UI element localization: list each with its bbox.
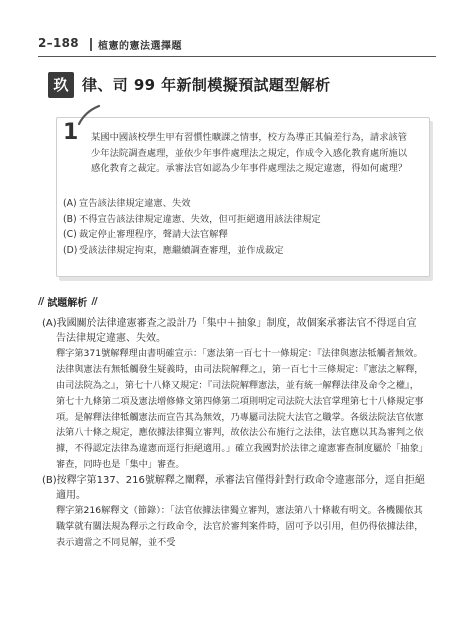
- option-d: [63, 243, 415, 259]
- slash-decoration-icon: //: [38, 295, 44, 307]
- option-text: 受該法律規定拘束，應繼續調查審理，並作成裁定: [79, 244, 284, 256]
- option-c: [63, 227, 415, 243]
- section-badge: 玖: [48, 72, 74, 98]
- option-label: (B): [63, 213, 77, 225]
- option-label: (D): [63, 244, 78, 256]
- option-label: (A): [63, 198, 77, 209]
- option-text: 宣告該法律規定違憲、失效: [79, 198, 191, 209]
- section-title: 律、司 99 年新制模擬預試題型解析: [82, 76, 331, 94]
- option-text: 不得宣告該法律規定違憲、失效，但可拒絕適用該法律規定: [79, 213, 321, 225]
- answer-paragraph-b: (B)按釋字第137、216號解釋之闡釋，承審法官僅得針對行政命令違憲部分，逕自拒絕適用。: [42, 474, 425, 501]
- option-a: [63, 196, 415, 212]
- question-number: 1: [63, 120, 79, 145]
- answer-paragraph-a: (A)我國關於法律違憲審查之設計乃「集中＋抽象」制度，故個案承審法官不得逕自宣告法律規定違憲、失效。: [42, 318, 417, 345]
- option-b: [63, 212, 415, 228]
- analysis-label: 試題解析: [47, 297, 88, 309]
- answer-body: [42, 316, 426, 551]
- slash-decoration-icon: //: [91, 295, 97, 307]
- option-label: (C): [63, 229, 77, 241]
- header-divider: [90, 38, 92, 51]
- question-stem: 某國中國該校學生甲有習慣性曠課之情事，校方為導正其偏差行為，請求該管少年法院調查處理，並依少年事件處理法之規定，作成令入感化教育處所施以感化教育之裁定。承審法官如認為少年事件處理法之規定違憲，得如何處理？: [91, 132, 408, 175]
- analysis-heading: [38, 293, 158, 309]
- book-title: 植憲的憲法選擇題: [98, 41, 182, 52]
- page-number: 2–188: [38, 36, 79, 50]
- answer-options: [63, 196, 415, 258]
- question-box: [56, 117, 430, 277]
- interpretation-216-quote: 釋字第216解釋文（節錄）：「法官依據法律獨立審判，憲法第八十條載有明文。各機關依其職掌就有關法規為釋示之行政命令，法官於審判案件時，固可予以引用，但仍得依據法律，表示適當之不同見解，並不受: [56, 505, 424, 548]
- section-heading: [48, 72, 428, 100]
- interpretation-371-quote: 釋字第371號解釋理由書明確宣示：「憲法第一百七十一條規定：『法律與憲法牴觸者無效。法律與憲法有無牴觸發生疑義時，由司法院解釋之』，第一百七十三條規定：『憲法之解釋，由司法院為之』，第七十八條又規定：『司法院解釋憲法，並有統一解釋法律及命令之權』，第七十九條第二項及憲法增修條文第四條第二項則明定司法院大法官掌理第七十八條規定事項。是解釋法律牴觸憲法而宣告其為無效，乃專屬司法院大法官之職掌。各級法院法官依憲法第八十條之規定，應依據法律獨立審判，故依法公布施行之法律，法官應以其為審判之依據，不得認定法律為違憲而逕行拒絕適用。」確立我國對於法律之違憲審查制度屬於「抽象」審查，同時也是「集中」審查。: [56, 348, 424, 470]
- header-rule: [38, 56, 436, 57]
- running-header: [38, 36, 436, 54]
- option-text: 裁定停止審理程序，聲請大法官解釋: [79, 229, 228, 241]
